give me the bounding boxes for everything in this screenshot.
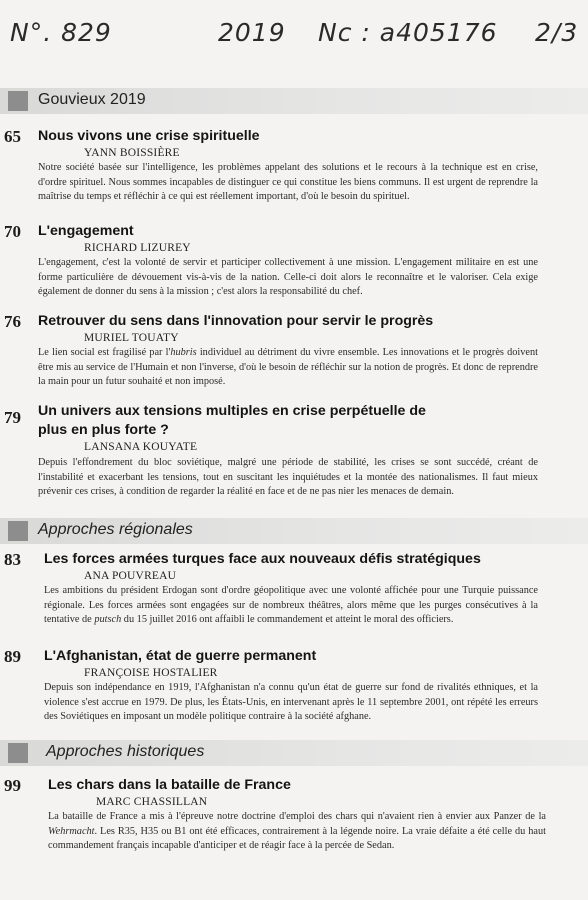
entry-title[interactable]: Un univers aux tensions multiples en crise perpétuelle de plus en plus forte ? [38,403,426,438]
section-header-gouvieux [0,88,588,114]
section-header-historiques [0,740,588,766]
handwritten-issue-number: N°. 829 [10,18,112,47]
entry-abstract: Depuis l'effondrement du bloc soviétique, malgré une période de stabilité, les crises se sont succédé, créant de l'instabilité et exacerbant les tensions, tout en suscitant les inquiétudes et la montée des nationalismes. Il faut mieux prévenir ces crises, à condition de regarder la réalité en face et de ne pas nier les menaces de demain. [38,457,538,498]
entry-abstract: L'engagement, c'est la volonté de servir et participer collectivement à une mission. L'engagement militaire en est une forme particulière de dévouement vis-à-vis de la nation. Celle-ci doit alors le reconnaître et le valoriser. Cela exige également de donner du sens à la mission ; c'est alors la responsabilité du chef. [38,257,538,298]
section-title: Approches historiques [46,743,205,760]
section-marker [8,91,28,111]
entry-author: MURIEL TOUATY [84,332,179,344]
entry-page-number: 79 [4,408,21,427]
section-title: Gouvieux 2019 [38,91,146,108]
entry-author: LANSANA KOUYATE [84,441,198,453]
entry-page-number: 99 [4,776,21,795]
entry-abstract: Le lien social est fragilisé par l'hubris individuel au détriment du vivre ensemble. Les innovations et le progrès doivent être mis au service de l'Humain et non l'inverse, d'où le besoin de réfléchir sur la notion de progrès. Et donc de reprendre la main pour un futur souhaité et non imposé. [38,347,538,388]
entry-abstract: Depuis son indépendance en 1919, l'Afghanistan n'a connu qu'un état de guerre sur fond de rivalités ethniques, et la violence s'est accrue en 1979. De plus, les États-Unis, en intervenant après le 11 septembre 2001, ont répété les erreurs des Soviétiques en imposant un modèle politique contraire à la société afghane. [44,682,538,723]
entry-author: YANN BOISSIÈRE [84,147,180,159]
section-marker [8,743,28,763]
handwritten-year: 2019 [218,18,286,47]
section-header-regionales [0,518,588,544]
entry-title[interactable]: Les forces armées turques face aux nouveaux défis stratégiques [44,551,481,567]
entry-author: FRANÇOISE HOSTALIER [84,667,218,679]
handwritten-header [0,18,588,58]
entry-title[interactable]: L'engagement [38,223,134,239]
entry-title[interactable]: L'Afghanistan, état de guerre permanent [44,648,317,664]
entry-title[interactable]: Nous vivons une crise spirituelle [38,128,260,144]
entry-abstract: La bataille de France a mis à l'épreuve notre doctrine d'emploi des chars qui n'avaient rien à envier aux Panzer de la Wehrmacht. Les R35, H35 ou B1 ont été efficaces, contrairement à la légende noire. La vraie défaite a été celle du haut commandement français incapable d'anticiper et de réagir face à la percée de Sedan. [48,811,546,852]
entry-abstract: Notre société basée sur l'intelligence, les problèmes appelant des solutions et le recours à la technique est en crise, d'ordre spirituel. Nous sommes incapables de distinguer ce qui constitue les biens communs. Il est urgent de reprendre la maîtrise du temps et réfléchir à ce qui est réellement important, d'où le besoin du spirituel. [38,162,538,203]
entry-author: ANA POUVREAU [84,570,177,582]
entry-page-number: 83 [4,550,21,569]
entry-title[interactable]: Les chars dans la bataille de France [48,777,291,793]
section-title: Approches régionales [38,521,193,538]
entry-page-number: 70 [4,222,21,241]
entry-page-number: 65 [4,127,21,146]
entry-title[interactable]: Retrouver du sens dans l'innovation pour servir le progrès [38,313,434,329]
entry-page-number: 76 [4,312,21,331]
entry-abstract: Les ambitions du président Erdogan sont d'ordre géopolitique avec une volonté affichée pour une Turquie puissance régionale. Les forces armées sont engagées sur de nombreux théâtres, alors même que les purges consécutives à la tentative de putsch du 15 juillet 2016 ont affaibli le commandement et atteint le moral des officiers. [44,585,538,626]
entry-author: RICHARD LIZUREY [84,242,191,254]
handwritten-code: Nc : a405176 [318,18,498,47]
entry-page-number: 89 [4,647,21,666]
entry-author: MARC CHASSILLAN [96,796,208,808]
handwritten-page: 2/3 [535,18,579,47]
section-marker [8,521,28,541]
